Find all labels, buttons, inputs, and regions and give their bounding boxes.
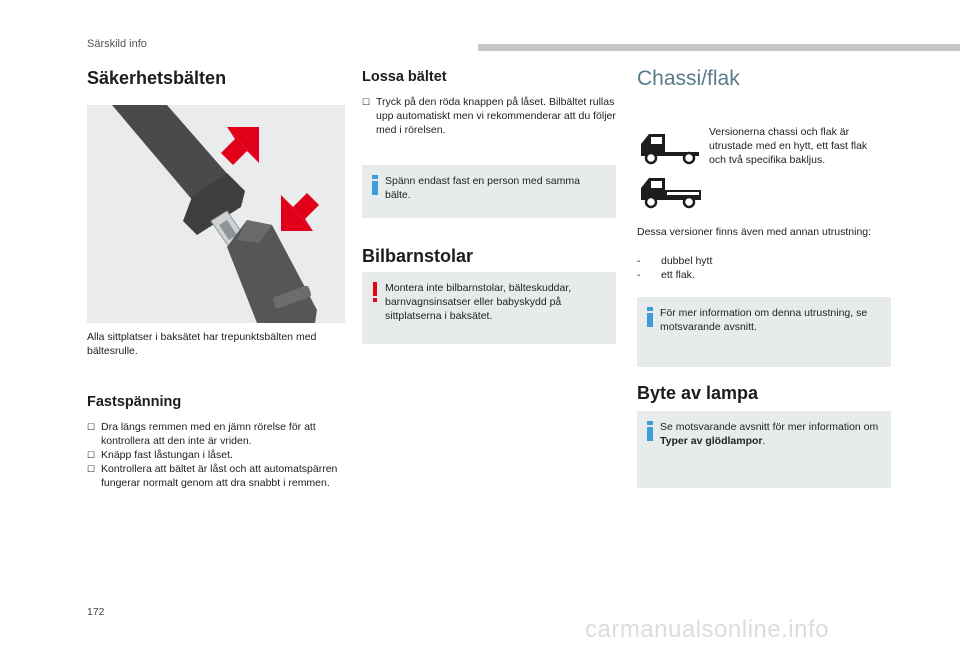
list-item: ☐ Dra längs remmen med en jämn rörelse för att kontrollera att den inte är vriden. <box>87 421 316 447</box>
list-item: ☐ Kontrollera att bältet är låst och att automatspärren fungerar normalt genom att dra snabbt i remmen. <box>87 463 338 489</box>
list-item: ☐ Tryck på den röda knappen på låset. Bilbältet rullas upp automatiskt men vi rekommenderar att du följer med i rörelsen. <box>362 96 616 136</box>
seatbelt-illustration <box>87 105 345 323</box>
child-seats-title: Bilbarnstolar <box>362 246 474 266</box>
info-icon <box>643 307 657 327</box>
info-note-lamps <box>637 411 891 488</box>
chassis-cab-icon <box>637 130 703 166</box>
chassis-title: Chassi/flak <box>637 67 740 90</box>
lamp-title: Byte av lampa <box>637 383 759 403</box>
info-note-text: Spänn endast fast en person med samma bälte. <box>385 175 580 201</box>
bullet-marker-icon: ☐ <box>362 97 371 107</box>
fasten-title: Fastspänning <box>87 394 182 410</box>
warning-note-text: Montera inte bilbarnstolar, bälteskuddar, barnvagnsinsatser eller babyskydd på sittplatserna i baksätet. <box>385 282 572 322</box>
section-label: Särskild info <box>87 38 147 50</box>
release-list <box>362 95 618 137</box>
info-icon <box>643 421 657 441</box>
bulb-types-link: Typer av glödlampor <box>660 435 763 447</box>
list-item: - ett flak. <box>637 269 695 281</box>
info-note-single-person <box>362 165 616 218</box>
info-note-equipment <box>637 297 891 367</box>
equipment-intro: Dessa versioner finns även med annan utrustning: <box>637 226 872 238</box>
warning-note-child-seats <box>362 272 616 344</box>
bullet-marker-icon: ☐ <box>87 450 96 460</box>
bullet-marker-icon: ☐ <box>87 464 96 474</box>
info-note-text: Se motsvarande avsnitt för mer information om Typer av glödlampor. <box>660 421 879 447</box>
bullet-marker-icon: ☐ <box>87 422 96 432</box>
seatbelts-title: Säkerhetsbälten <box>87 68 227 88</box>
warning-icon <box>368 282 382 302</box>
header-bar <box>478 44 960 51</box>
flatbed-truck-icon <box>637 174 703 210</box>
info-note-text: För mer information om denna utrustning, se motsvarande avsnitt. <box>660 307 868 333</box>
fasten-list <box>87 420 342 490</box>
chassis-text: Versionerna chassi och flak är utrustade med en hytt, ett fast flak och två specifika bakljus. <box>709 126 868 166</box>
list-item: - dubbel hytt <box>637 255 713 267</box>
seatbelt-caption: Alla sittplatser i baksätet har trepunktsbälten med bältesrulle. <box>87 331 317 357</box>
equipment-list <box>637 254 877 282</box>
watermark: carmanualsonline.info <box>585 616 829 643</box>
list-item: ☐ Knäpp fast låstungan i låset. <box>87 449 233 461</box>
page-number: 172 <box>87 606 105 618</box>
info-icon <box>368 175 382 195</box>
release-title: Lossa bältet <box>362 69 447 85</box>
